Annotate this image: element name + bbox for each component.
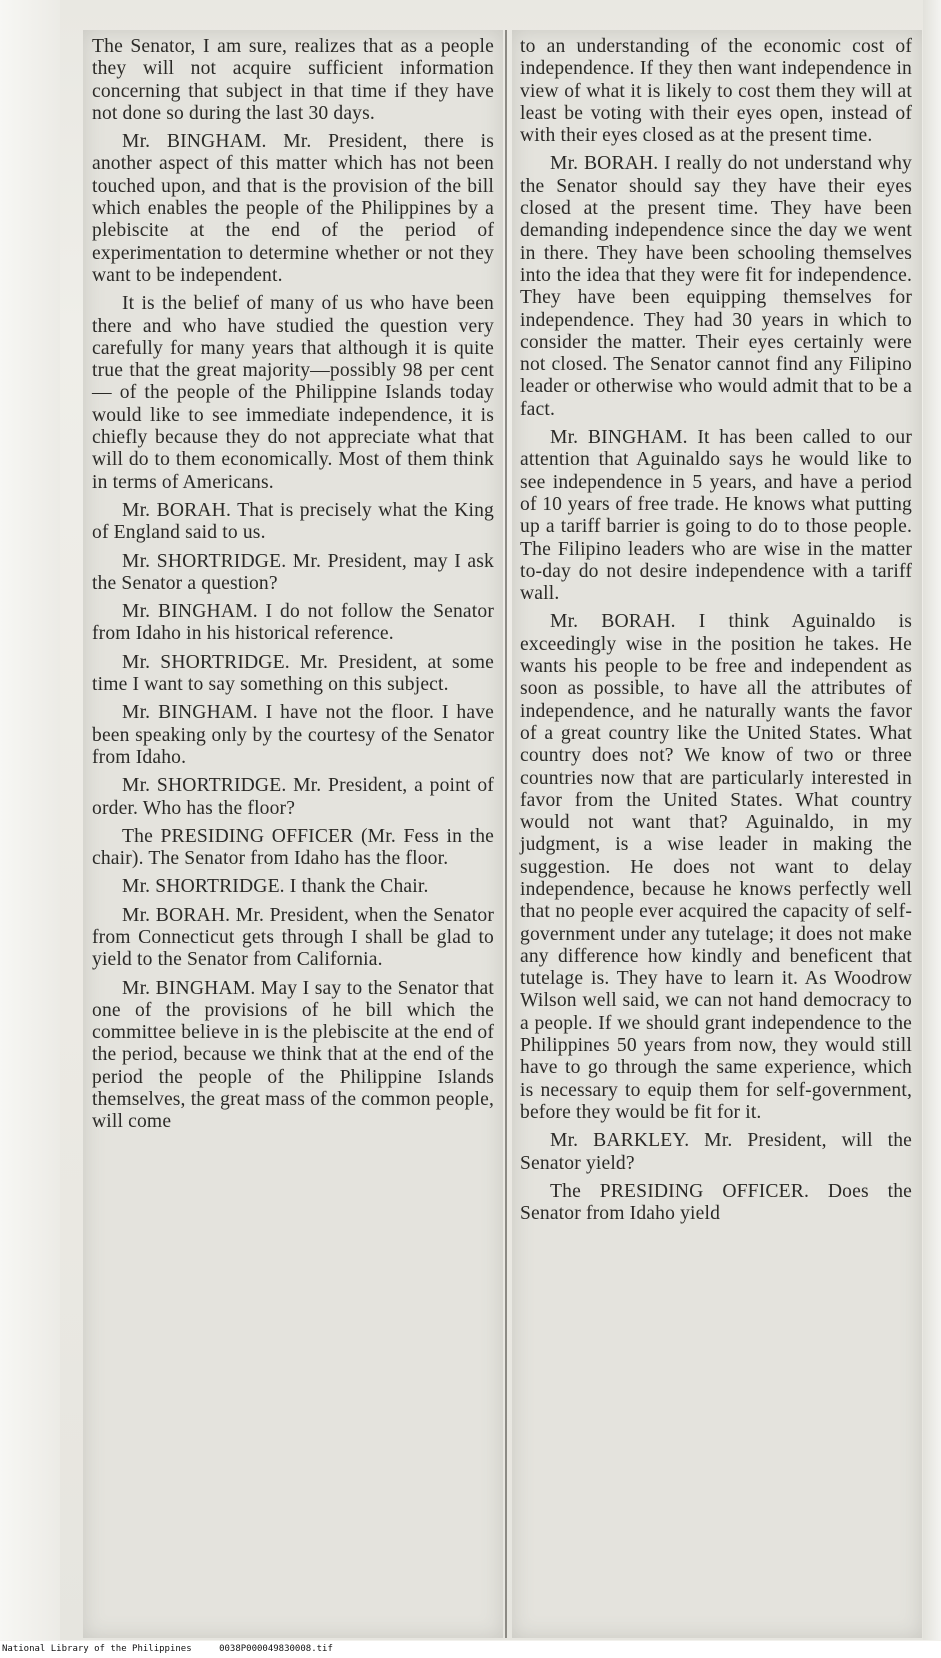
right-paragraph-5: Mr. BARKLEY. Mr. President, will the Senator yield?: [520, 1130, 912, 1174]
left-paragraph-13: Mr. BINGHAM. May I say to the Senator that one of the provisions of he bill which the committee believe in is the plebiscite at the end of the period, because we think that at the end of the period the people of the Philippine Islands themselves, the great mass of the common people, will come: [92, 977, 494, 1133]
footer-file-name: 0038P000049830008.tif: [219, 1644, 333, 1654]
left-paragraph-8: Mr. BINGHAM. I have not the floor. I have been speaking only by the courtesy of the Senator from Idaho.: [92, 702, 494, 768]
right-text-column: [520, 36, 912, 1231]
right-paragraph-2: Mr. BORAH. I really do not understand why the Senator should say they have their eyes closed at the present time. They have been demanding independence since the day we went in there. They have been schooling themselves into the idea that they were fit for independence. They have been equipping themselves for independence. They had 30 years in which to consider the matter. Their eyes certainly were not closed. The Senator cannot find any Filipino leader or otherwise who would admit that to be a fact.: [520, 153, 912, 420]
left-paragraph-6: Mr. BINGHAM. I do not follow the Senator from Idaho in his historical reference.: [92, 601, 494, 645]
left-paragraph-1: The Senator, I am sure, realizes that as a people they will not acquire sufficient information concerning that subject in that time if they have not done so during the last 30 days.: [92, 36, 494, 124]
left-page-margin: [0, 0, 60, 1640]
left-paragraph-11: Mr. SHORTRIDGE. I thank the Chair.: [122, 876, 429, 898]
column-divider-rule: [505, 30, 507, 1638]
left-paragraph-9: Mr. SHORTRIDGE. Mr. President, a point of order. Who has the floor?: [92, 775, 494, 819]
right-paragraph-3: Mr. BINGHAM. It has been called to our attention that Aguinaldo says he would like to see independence in 5 years, and have a period of 10 years of free trade. He knows what putting up a tariff barrier is going to do to those people. The Filipino leaders who are wise in the matter to-day do not desire independence with a tariff wall.: [520, 427, 912, 605]
footer-library-name: National Library of the Philippines: [2, 1644, 192, 1654]
right-paragraph-6: The PRESIDING OFFICER. Does the Senator from Idaho yield: [520, 1180, 912, 1225]
left-paragraph-12: Mr. BORAH. Mr. President, when the Senator from Connecticut gets through I shall be glad to yield to the Senator from California.: [92, 904, 494, 971]
left-paragraph-3: It is the belief of many of us who have been there and who have studied the question very carefully for many years that although it is quite true that the great majority—possibly 98 per cent — of the people of the Philippine Islands today would like to see immediate independence, it is chiefly because they do not appreciate what that will do to them economically. Most of them think in terms of Americans.: [92, 293, 494, 493]
left-paragraph-7: Mr. SHORTRIDGE. Mr. President, at some time I want to say something on this subject.: [92, 651, 494, 696]
scan-footer: [0, 1641, 941, 1658]
left-paragraph-2: Mr. BINGHAM. Mr. President, there is another aspect of this matter which has not been touched upon, and that is the provision of the bill which enables the people of the Philippines by a plebiscite at the end of the period of experimentation to determine whether or not they want to be independent.: [92, 131, 494, 286]
left-text-column: [92, 36, 494, 1140]
right-paragraph-1: to an understanding of the economic cost of independence. If they then want independence in view of what it is likely to cost them they will at least be voting with their eyes open, instead of with their eyes closed as at the present time.: [520, 36, 912, 147]
right-paragraph-4: Mr. BORAH. I think Aguinaldo is exceedingly wise in the position he takes. He wants his people to be free and independent as soon as possible, to have all the attributes of independence, and he naturally wants the favor of a great country like the United States. What country does not? We know of two or three countries now that are particularly interested in favor from the United States. What country would not want that? Aguinaldo, in my judgment, is a wise leader in making the suggestion. He does not want to delay independence, because he knows perfectly well that no people ever acquired the capacity of self-government under any tutelage; it does not make any difference how kindly and beneficent that tutelage is. They have to learn it. As Woodrow Wilson well said, we can not hand democracy to a people. If we should grant independence to the Philippines 50 years from now, they would still have to go through the same experience, which is necessary to equip them for self-government, before they would be fit for it.: [520, 611, 912, 1123]
left-paragraph-4: Mr. BORAH. That is precisely what the King of England said to us.: [92, 499, 494, 544]
right-page-margin: [923, 0, 941, 1640]
left-paragraph-5: Mr. SHORTRIDGE. Mr. President, may I ask the Senator a question?: [92, 550, 494, 594]
left-paragraph-10: The PRESIDING OFFICER (Mr. Fess in the chair). The Senator from Idaho has the floor.: [92, 825, 494, 870]
